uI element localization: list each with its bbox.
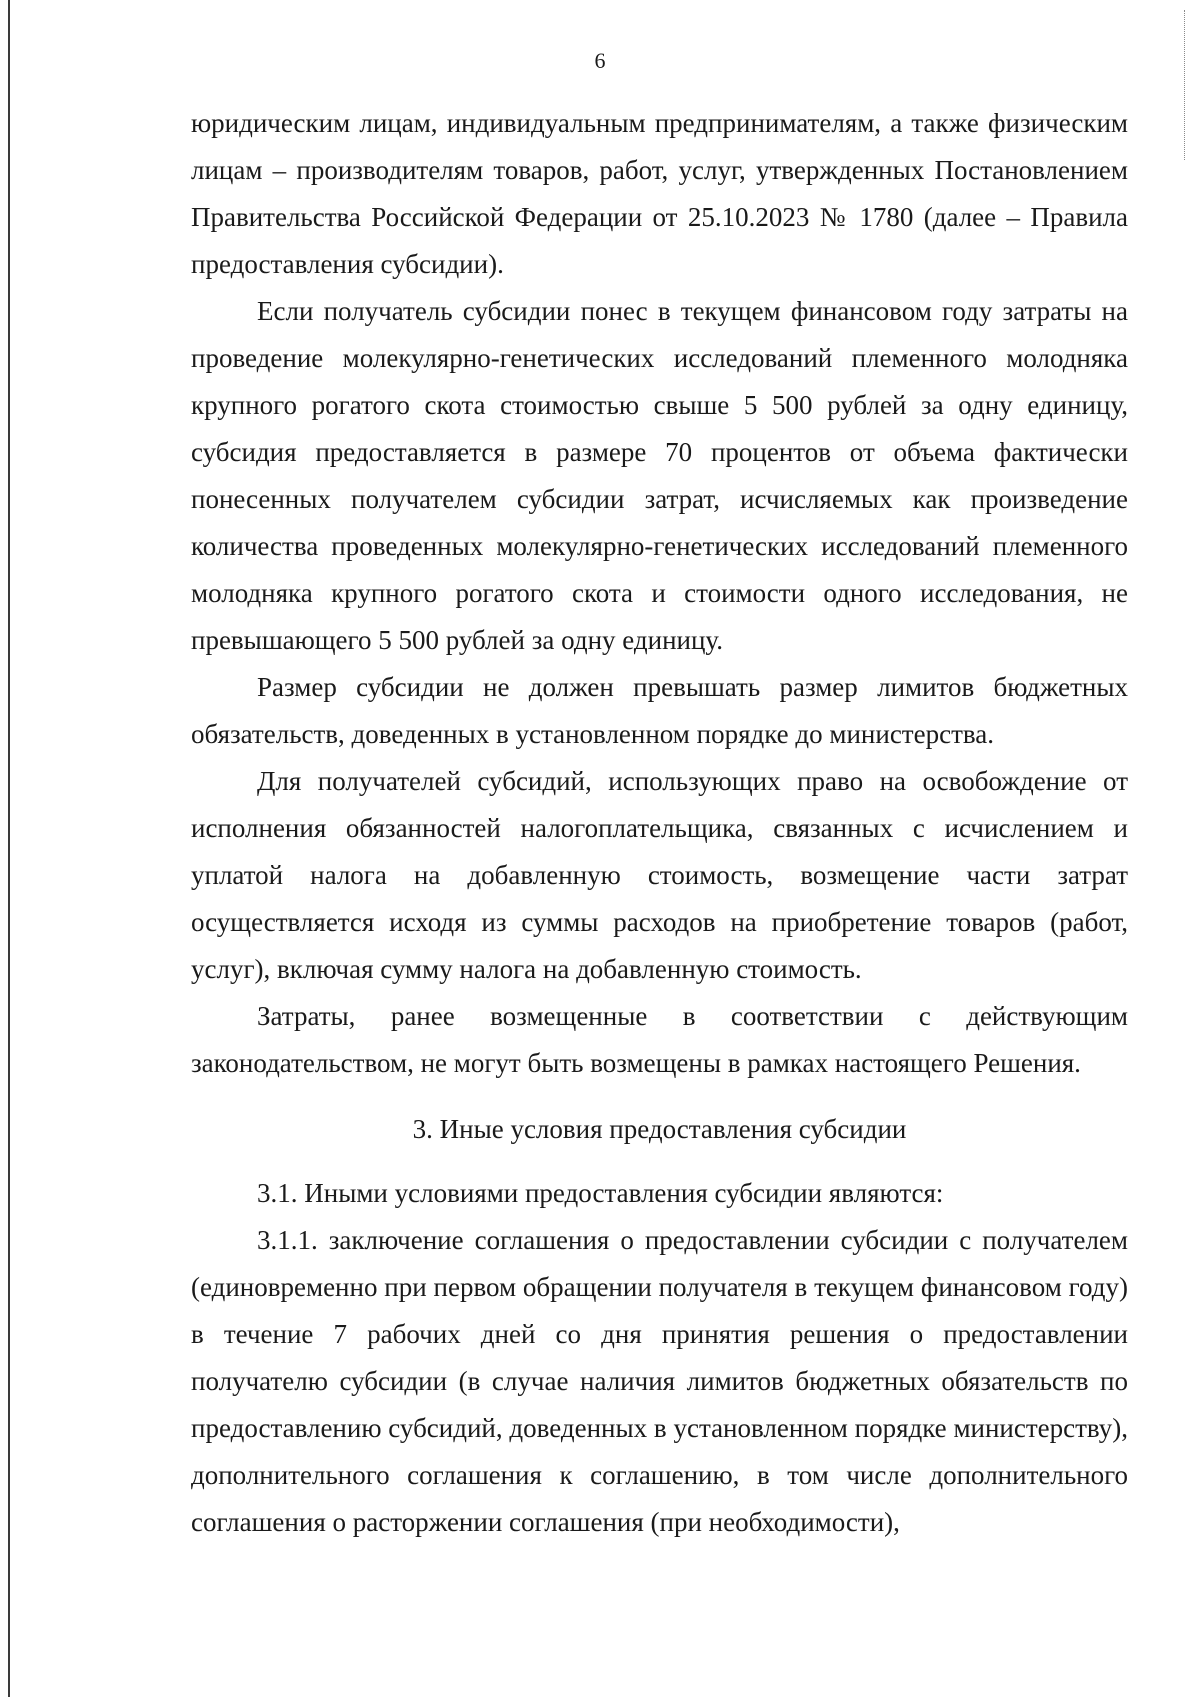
section-heading: 3. Иные условия предоставления субсидии <box>412 1114 907 1144</box>
scan-edge-left <box>8 0 10 1697</box>
paragraph-vat: Для получателей субсидий, использующих право на освобождение от исполнения обязанностей налогоплательщика, связанных с исчислением и уплатой налога на добавленную стоимость, возмещение части затрат осуществляется исходя из суммы расходов на приобретение товаров (работ, услуг), включая сумму налога на добавленную стоимость. <box>191 766 1128 984</box>
page-number: 6 <box>594 48 606 73</box>
scan-edge-right <box>1184 10 1186 160</box>
clause-3-1: 3.1. Иными условиями предоставления субсидии являются: <box>257 1178 944 1208</box>
clause-3-1-1: 3.1.1. заключение соглашения о предоставлении субсидии с получателем (единовременно при первом обращении получателя в текущем финансовом году) в течение 7 рабочих дней со дня принятия решения о предоставлении получателю субсидии (в случае наличия лимитов бюджетных обязательств по предоставлению субсидий, доведенных в установленном порядке министерству), дополнительного соглашения к соглашению, в том числе дополнительного соглашения о расторжении соглашения (при необходимости), <box>191 1225 1128 1537</box>
paragraph-subsidy-amount: Если получатель субсидии понес в текущем финансовом году затраты на проведение молекулярно-генетических исследований племенного молодняка крупного рогатого скота стоимостью свыше 5 500 рублей за одну единицу, субсидия предоставляется в размере 70 процентов от объема фактически понесенных получателем субсидии затрат, исчисляемых как произведение количества проведенных молекулярно-генетических исследований племенного молодняка крупного рогатого скота и стоимости одного исследования, не превышающего 5 500 рублей за одну единицу. <box>191 296 1128 655</box>
paragraph-continuation: юридическим лицам, индивидуальным предпринимателям, а также физическим лицам – производителям товаров, работ, услуг, утвержденных Постановлением Правительства Российской Федерации от 25.10.2023 № 1780 (далее – Правила предоставления субсидии). <box>191 108 1128 279</box>
paragraph-reimbursed-costs: Затраты, ранее возмещенные в соответствии с действующим законодательством, не могут быть возмещены в рамках настоящего Решения. <box>191 1001 1128 1078</box>
paragraph-limit: Размер субсидии не должен превышать размер лимитов бюджетных обязательств, доведенных в установленном порядке до министерства. <box>191 672 1128 749</box>
document-body <box>191 100 1128 1546</box>
